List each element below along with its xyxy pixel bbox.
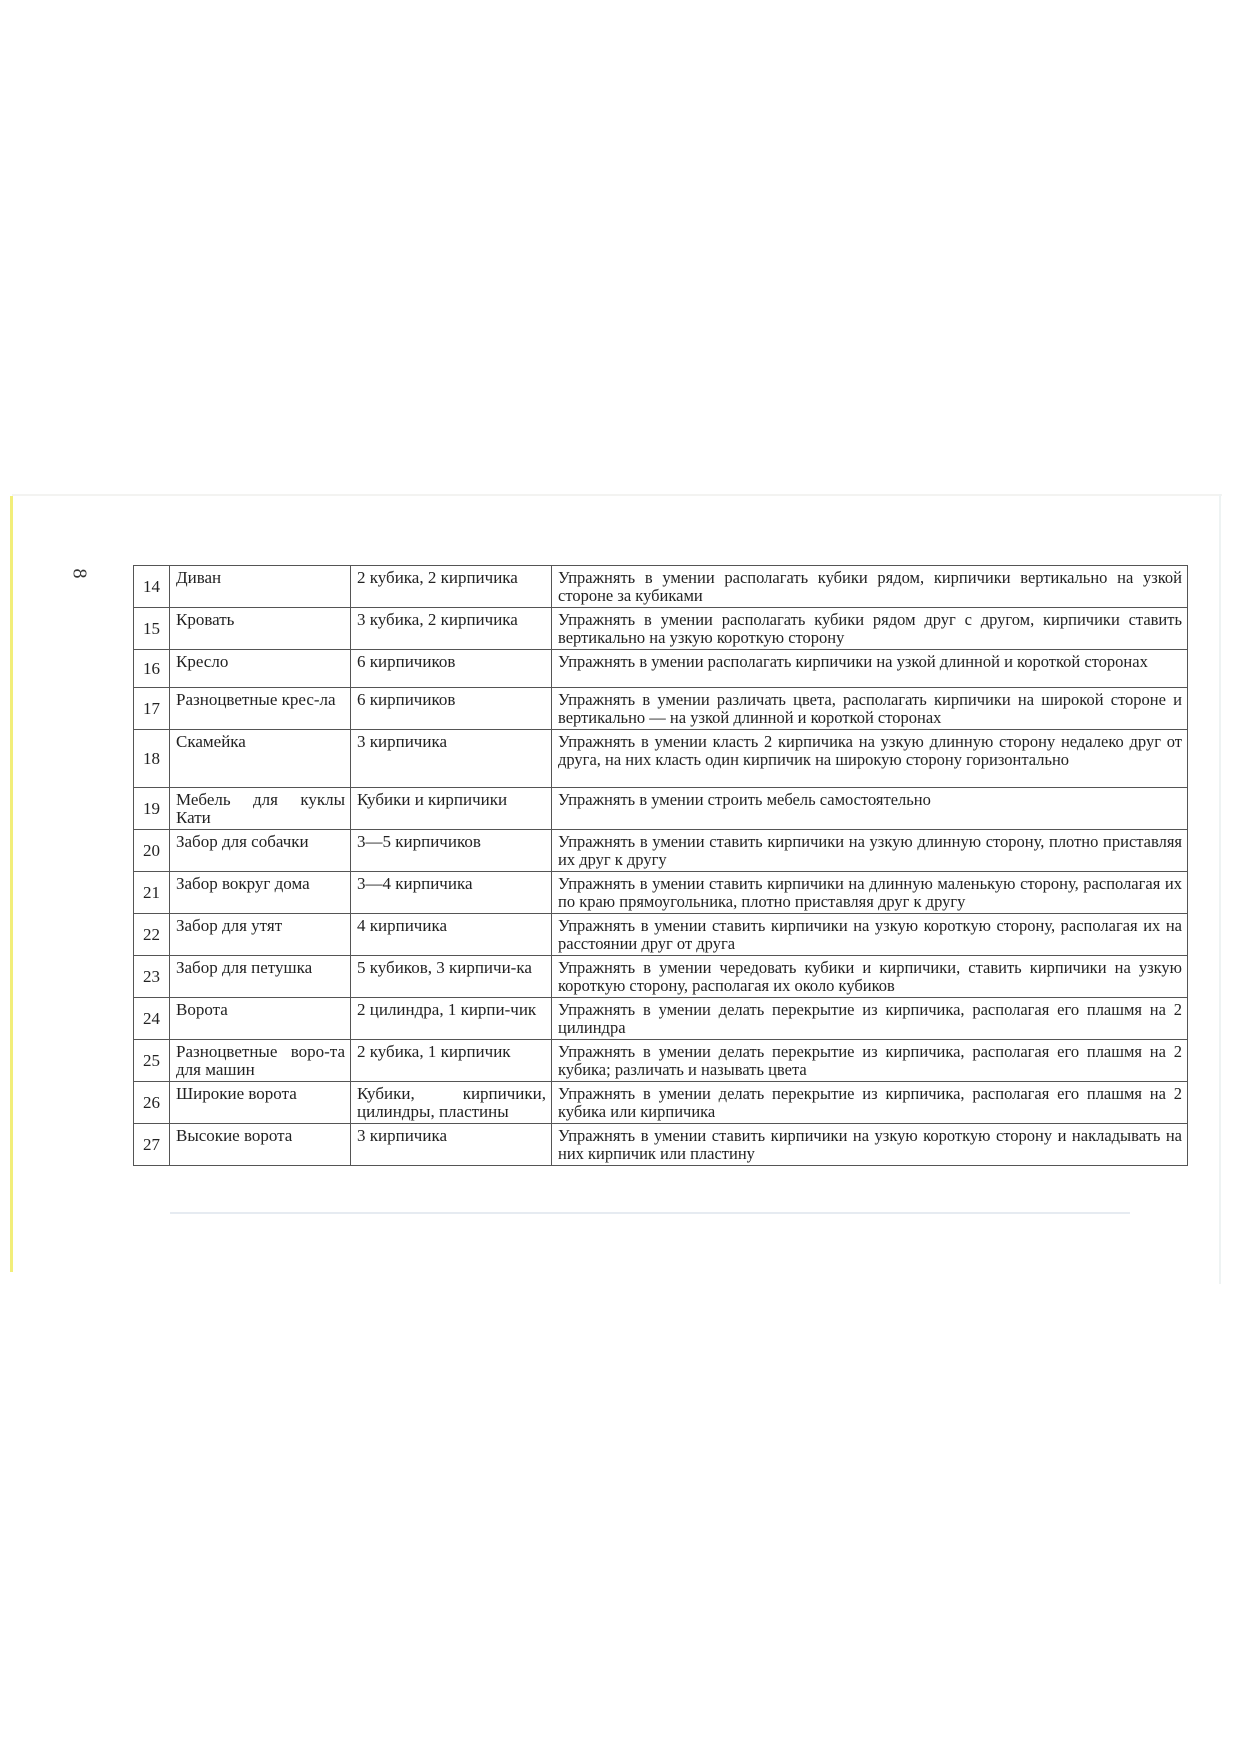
table-row xyxy=(134,1082,1188,1124)
row-number: 26 xyxy=(134,1082,170,1124)
page-number: 8 xyxy=(68,568,91,579)
row-number: 15 xyxy=(134,608,170,650)
task-description: Упражнять в умении располагать кирпичики на узкой длинной и короткой сторонах xyxy=(552,650,1188,688)
table-row xyxy=(134,788,1188,830)
building-name: Забор для петушка xyxy=(170,956,351,998)
table-row xyxy=(134,650,1188,688)
task-description: Упражнять в умении чередовать кубики и кирпичики, ставить кирпичики на узкую короткую сторону, располагая их около кубиков xyxy=(552,956,1188,998)
row-number: 16 xyxy=(134,650,170,688)
building-name: Забор вокруг дома xyxy=(170,872,351,914)
table-row xyxy=(134,688,1188,730)
building-material: Кубики и кирпичики xyxy=(351,788,552,830)
task-description: Упражнять в умении располагать кубики рядом, кирпичики вертикально на узкой стороне за кубиками xyxy=(552,566,1188,608)
table-row xyxy=(134,1040,1188,1082)
scan-edge-left xyxy=(10,496,13,1272)
row-number: 25 xyxy=(134,1040,170,1082)
building-material: 3 кирпичика xyxy=(351,1124,552,1166)
building-name: Широкие ворота xyxy=(170,1082,351,1124)
task-description: Упражнять в умении делать перекрытие из кирпичика, располагая его плашмя на 2 цилиндра xyxy=(552,998,1188,1040)
building-name: Разноцветные крес-ла xyxy=(170,688,351,730)
table-row xyxy=(134,830,1188,872)
building-name: Ворота xyxy=(170,998,351,1040)
building-material: 3 кубика, 2 кирпичика xyxy=(351,608,552,650)
building-name: Кресло xyxy=(170,650,351,688)
building-material: 6 кирпичиков xyxy=(351,650,552,688)
table-row xyxy=(134,1124,1188,1166)
building-name: Скамейка xyxy=(170,730,351,788)
task-description: Упражнять в умении различать цвета, располагать кирпичики на широкой стороне и вертикально — на узкой длинной и короткой сторонах xyxy=(552,688,1188,730)
table-row xyxy=(134,872,1188,914)
row-number: 23 xyxy=(134,956,170,998)
row-number: 21 xyxy=(134,872,170,914)
row-number: 20 xyxy=(134,830,170,872)
building-name: Разноцветные воро-та для машин xyxy=(170,1040,351,1082)
row-number: 17 xyxy=(134,688,170,730)
building-name: Высокие ворота xyxy=(170,1124,351,1166)
building-name: Кровать xyxy=(170,608,351,650)
table-row xyxy=(134,566,1188,608)
activities-table xyxy=(133,565,1188,1166)
task-description: Упражнять в умении ставить кирпичики на узкую короткую сторону и накладывать на них кирпичик или пластину xyxy=(552,1124,1188,1166)
building-name: Диван xyxy=(170,566,351,608)
task-description: Упражнять в умении ставить кирпичики на длинную маленькую сторону, располагая их по краю прямоугольника, плотно приставляя друг к другу xyxy=(552,872,1188,914)
task-description: Упражнять в умении класть 2 кирпичика на узкую длинную сторону недалеко друг от друга, на них класть один кирпичик на широкую сторону горизонтально xyxy=(552,730,1188,788)
row-number: 24 xyxy=(134,998,170,1040)
task-description: Упражнять в умении делать перекрытие из кирпичика, располагая его плашмя на 2 кубика или кирпичика xyxy=(552,1082,1188,1124)
task-description: Упражнять в умении строить мебель самостоятельно xyxy=(552,788,1188,830)
building-name: Забор для утят xyxy=(170,914,351,956)
building-material: 2 кубика, 1 кирпичик xyxy=(351,1040,552,1082)
building-material: 5 кубиков, 3 кирпичи-ка xyxy=(351,956,552,998)
table-row xyxy=(134,608,1188,650)
task-description: Упражнять в умении ставить кирпичики на узкую длинную сторону, плотно приставляя их друг к другу xyxy=(552,830,1188,872)
task-description: Упражнять в умении делать перекрытие из кирпичика, располагая его плашмя на 2 кубика; различать и называть цвета xyxy=(552,1040,1188,1082)
task-description: Упражнять в умении располагать кубики рядом друг с другом, кирпичики ставить вертикально на узкую короткую сторону xyxy=(552,608,1188,650)
building-material: 2 кубика, 2 кирпичика xyxy=(351,566,552,608)
table-row xyxy=(134,998,1188,1040)
scan-edge-top xyxy=(12,494,1222,496)
building-name: Мебель для куклы Кати xyxy=(170,788,351,830)
building-material: 3—5 кирпичиков xyxy=(351,830,552,872)
building-name: Забор для собачки xyxy=(170,830,351,872)
building-material: 4 кирпичика xyxy=(351,914,552,956)
row-number: 27 xyxy=(134,1124,170,1166)
scan-edge-right xyxy=(1219,494,1221,1284)
row-number: 19 xyxy=(134,788,170,830)
task-description: Упражнять в умении ставить кирпичики на узкую короткую сторону, располагая их на расстоянии друг от друга xyxy=(552,914,1188,956)
table-row xyxy=(134,730,1188,788)
row-number: 14 xyxy=(134,566,170,608)
row-number: 22 xyxy=(134,914,170,956)
building-material: Кубики, кирпичики, цилиндры, пластины xyxy=(351,1082,552,1124)
table-body xyxy=(134,566,1188,1166)
scan-artifact-line xyxy=(170,1212,1130,1214)
building-material: 3—4 кирпичика xyxy=(351,872,552,914)
table-row xyxy=(134,914,1188,956)
row-number: 18 xyxy=(134,730,170,788)
table-row xyxy=(134,956,1188,998)
building-material: 6 кирпичиков xyxy=(351,688,552,730)
building-material: 2 цилиндра, 1 кирпи-чик xyxy=(351,998,552,1040)
building-material: 3 кирпичика xyxy=(351,730,552,788)
